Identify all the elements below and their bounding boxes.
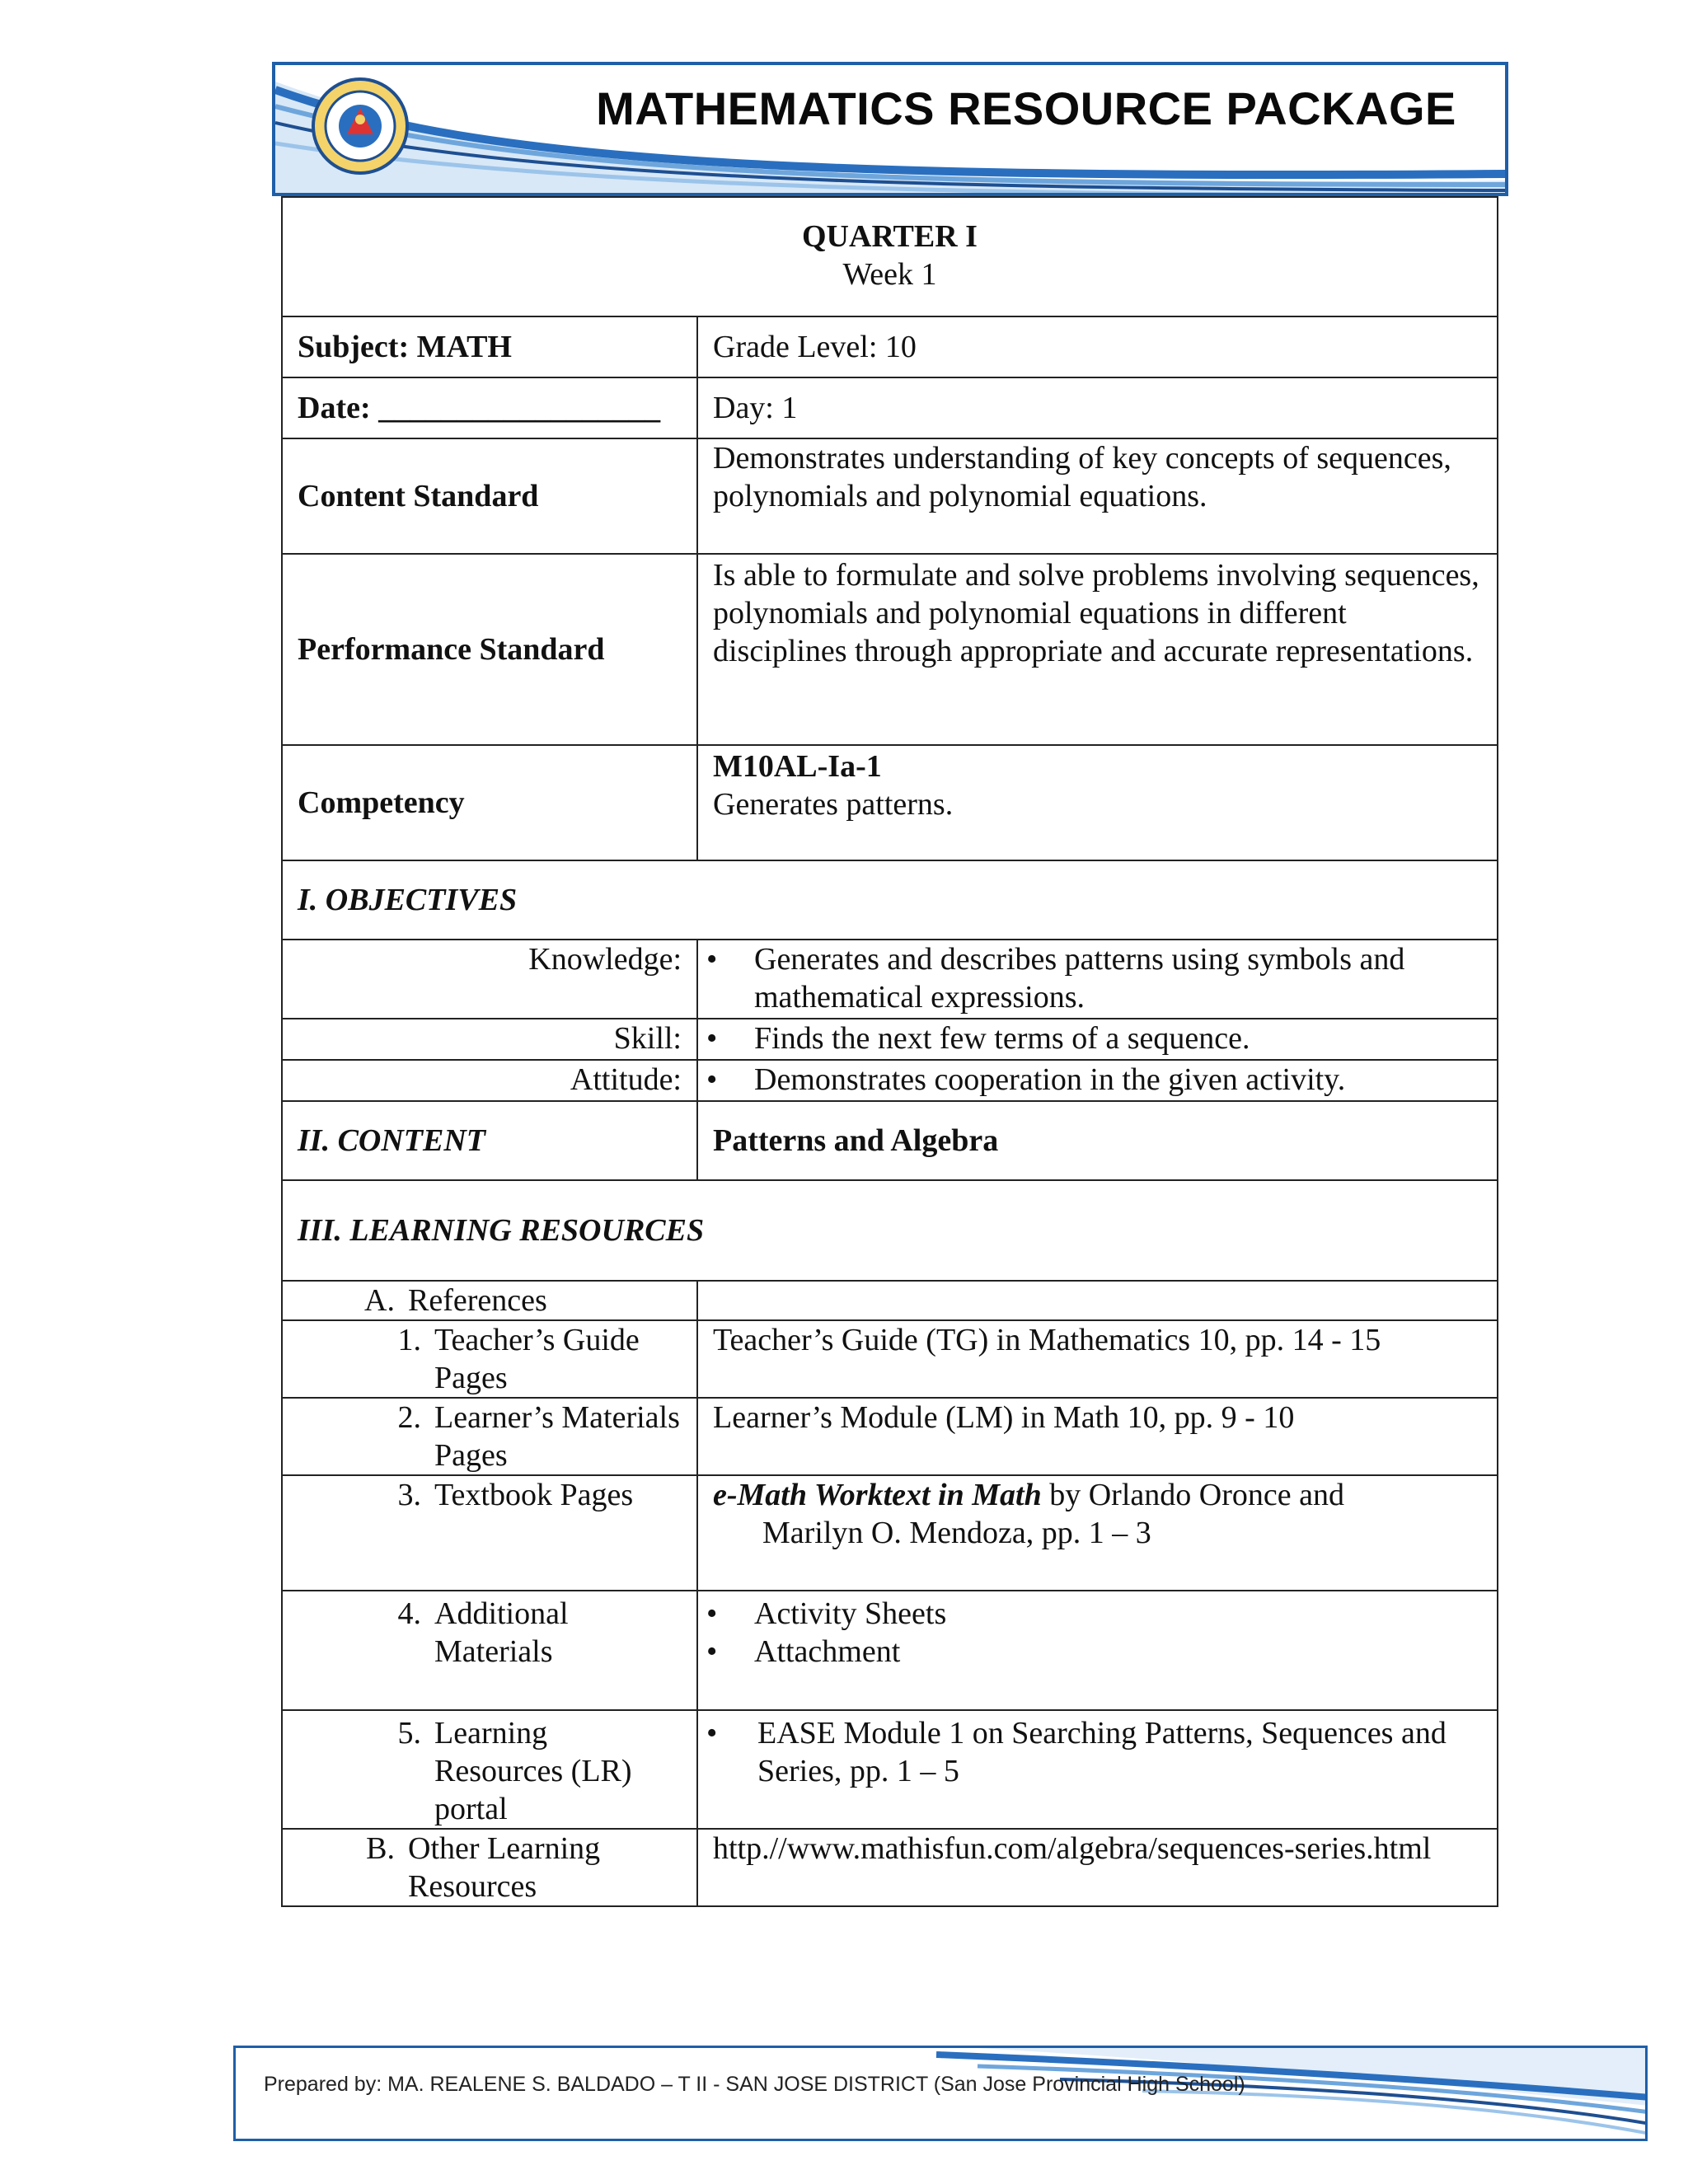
competency-text: Generates patterns. [713,787,954,822]
date-row [282,377,1498,438]
additional-item: • Attachment [705,1633,1482,1671]
ref-1-num: 1. [397,1323,421,1357]
attitude-objective: • Demonstrates cooperation in the given activity. [705,1061,1482,1099]
objectives-heading: I. OBJECTIVES [282,860,1498,940]
content-standard-text: Demonstrates understanding of key concepts of sequences, polynomials and polynomial equations. [697,438,1498,554]
ref-4-num: 4. [397,1596,421,1631]
teachers-guide-row [282,1320,1498,1398]
ref-5-label: Learning Resources (LR) portal [434,1716,632,1826]
skill-label: Skill: [282,1019,697,1060]
quarter-title: QUARTER I [802,219,978,254]
textbook-row [282,1475,1498,1591]
ref-5-num: 5. [397,1716,421,1750]
textbook-title: e-Math Worktext in Math [713,1478,1042,1512]
references-label: References [408,1283,547,1318]
additional-materials-row [282,1591,1498,1710]
skill-objective: • Finds the next few terms of a sequence. [705,1019,1482,1057]
ref-3-label: Textbook Pages [434,1478,634,1512]
page-title: MATHEMATICS RESOURCE PACKAGE [596,82,1456,134]
textbook-authors: by Orlando Oronce and [1041,1478,1344,1512]
learners-materials-row [282,1398,1498,1475]
lr-portal-row [282,1710,1498,1829]
competency-label: Competency [282,745,697,860]
knowledge-row [282,940,1498,1019]
attitude-label: Attitude: [282,1060,697,1101]
references-num: A. [364,1283,395,1318]
attitude-row [282,1060,1498,1101]
day-label: Day: 1 [697,377,1498,438]
subject-label: Subject: MATH [282,316,697,377]
competency-code: M10AL-Ia-1 [713,749,882,784]
content-heading: II. CONTENT [282,1101,697,1180]
lr-portal-item: • EASE Module 1 on Searching Patterns, Sequences and Series, pp. 1 – 5 [705,1714,1482,1790]
grade-level: Grade Level: 10 [697,316,1498,377]
quarter-row [282,197,1498,316]
ref-2-label: Learner’s Materials Pages [434,1400,680,1473]
lesson-plan-table [281,196,1498,1907]
ref-3-num: 3. [397,1478,421,1512]
other-resources-link[interactable]: http.//www.mathisfun.com/algebra/sequences-series.html [697,1829,1498,1906]
content-standard-row [282,438,1498,554]
knowledge-objective: • Generates and describes patterns using symbols and mathematical expressions. [705,940,1482,1016]
textbook-details: Marilyn O. Mendoza, pp. 1 – 3 [762,1516,1151,1550]
performance-standard-row [282,554,1498,745]
objectives-heading-row [282,860,1498,940]
content-standard-label: Content Standard [282,438,697,554]
ref-4-label: Additional Materials [434,1596,569,1669]
ref-1-text: Teacher’s Guide (TG) in Mathematics 10, pp. 14 - 15 [697,1320,1498,1398]
date-field: Date: __________________ [282,377,697,438]
learning-resources-heading: III. LEARNING RESOURCES [282,1180,1498,1281]
deped-seal-icon [311,77,410,176]
knowledge-label: Knowledge: [282,940,697,1019]
references-row [282,1281,1498,1320]
subject-row [282,316,1498,377]
skill-row [282,1019,1498,1060]
other-resources-row [282,1829,1498,1906]
ref-2-text: Learner’s Module (LM) in Math 10, pp. 9 - 10 [697,1398,1498,1475]
other-resources-label: Other Learning Resources [408,1831,601,1904]
ref-2-num: 2. [397,1400,421,1435]
performance-standard-label: Performance Standard [282,554,697,745]
footer-prepared-by: Prepared by: MA. REALENE S. BALDADO – T II - SAN JOSE DISTRICT (San Jose Provincial High School) [264,2073,1245,2096]
content-row [282,1101,1498,1180]
other-resources-num: B. [366,1831,395,1866]
additional-item: • Activity Sheets [705,1595,1482,1633]
ref-1-label: Teacher’s Guide Pages [434,1323,640,1395]
header-banner [272,62,1508,196]
learning-resources-heading-row [282,1180,1498,1281]
week-label: Week 1 [842,257,937,292]
footer-banner [233,2046,1648,2141]
performance-standard-text: Is able to formulate and solve problems involving sequences, polynomials and polynomial equations in different disciplines through appropriate and accurate representations. [697,554,1498,745]
content-text: Patterns and Algebra [697,1101,1498,1180]
competency-row [282,745,1498,860]
